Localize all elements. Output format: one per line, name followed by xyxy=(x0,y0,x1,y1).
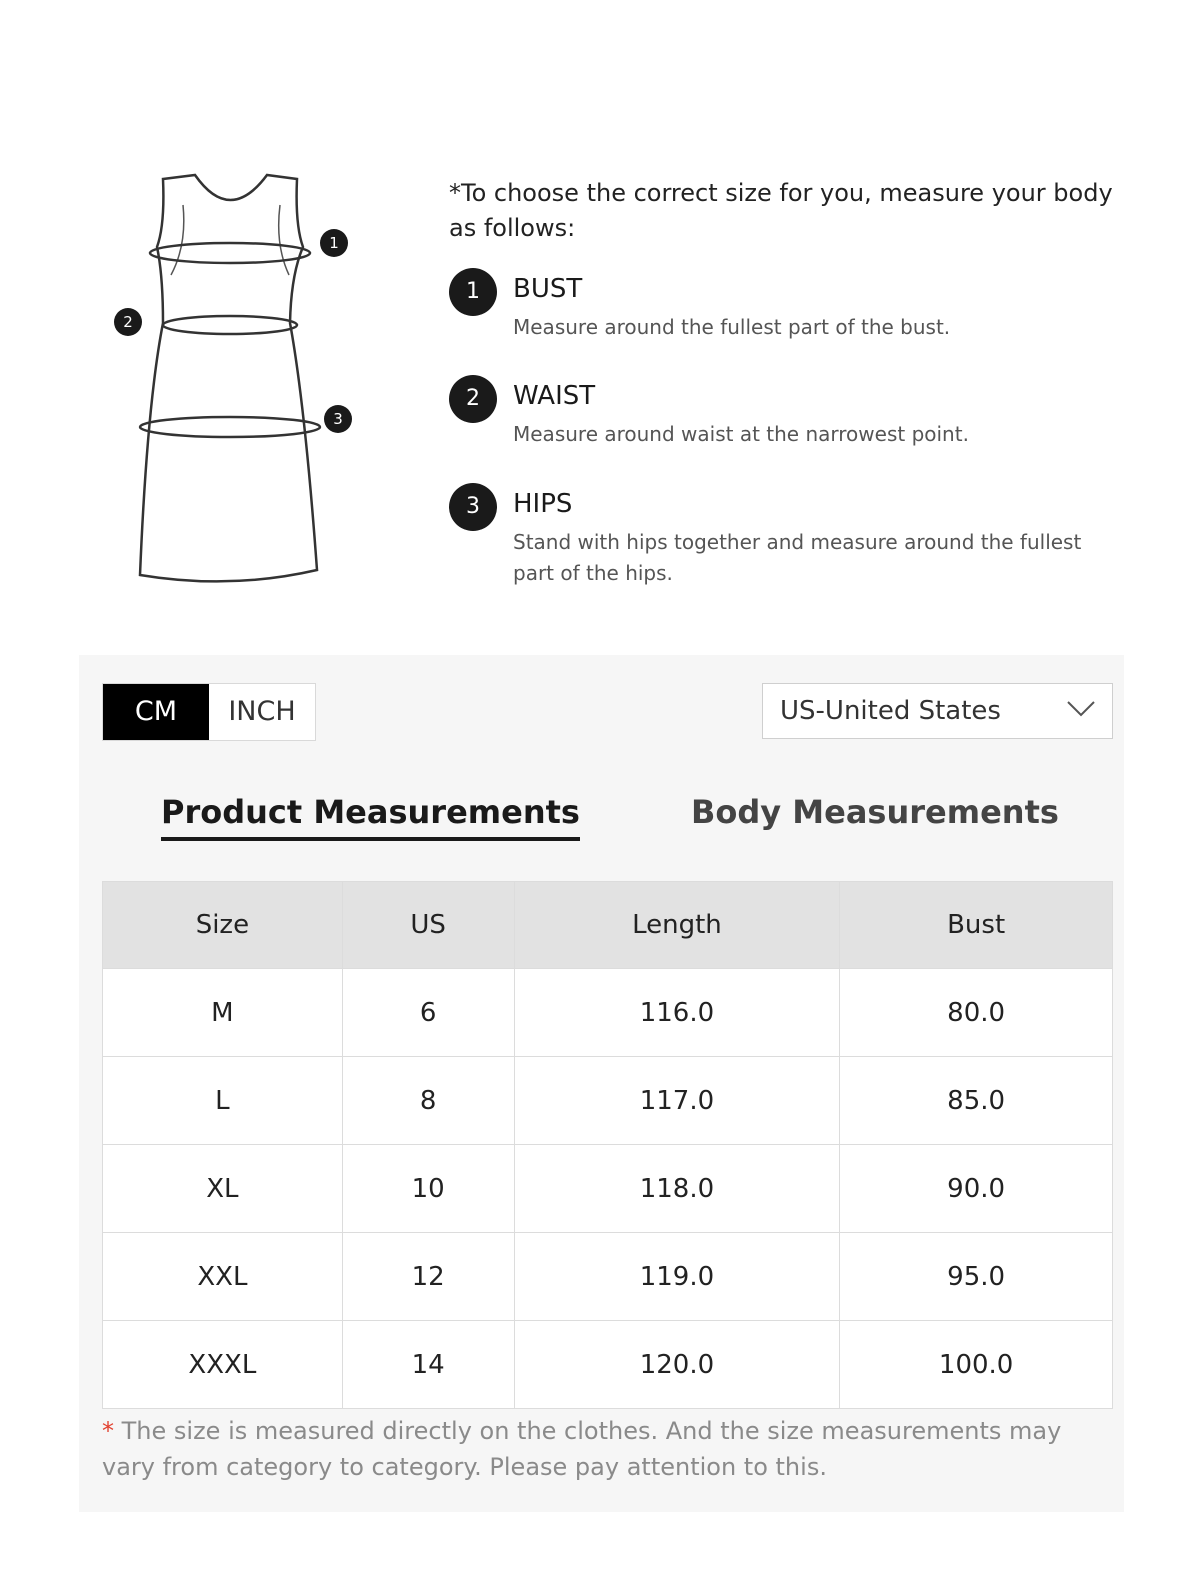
cell-bust: 100.0 xyxy=(840,1321,1113,1409)
table-row xyxy=(103,1321,1113,1409)
cell-us: 14 xyxy=(342,1321,514,1409)
size-chart-panel xyxy=(79,655,1124,1512)
table-row xyxy=(103,1145,1113,1233)
tab-body-measurements[interactable]: Body Measurements xyxy=(691,793,1059,831)
cell-bust: 80.0 xyxy=(840,969,1113,1057)
note-asterisk: * xyxy=(102,1417,114,1445)
size-table xyxy=(102,881,1113,1409)
region-select[interactable] xyxy=(762,683,1113,739)
cell-size: M xyxy=(103,969,343,1057)
unit-inch-button[interactable]: INCH xyxy=(209,684,315,740)
size-note xyxy=(102,1413,1092,1485)
cell-length: 116.0 xyxy=(514,969,840,1057)
cell-us: 10 xyxy=(342,1145,514,1233)
cell-size: XL xyxy=(103,1145,343,1233)
step-title: BUST xyxy=(513,274,583,304)
cell-bust: 85.0 xyxy=(840,1057,1113,1145)
table-row xyxy=(103,969,1113,1057)
step-title: HIPS xyxy=(513,489,573,519)
cell-size: XXL xyxy=(103,1233,343,1321)
step-description: Measure around the fullest part of the bust. xyxy=(513,315,951,339)
region-select-value: US-United States xyxy=(780,696,1001,726)
step-description: Measure around waist at the narrowest point. xyxy=(513,422,969,446)
unit-cm-button[interactable]: CM xyxy=(103,684,209,740)
figure-marker-2: 2 xyxy=(114,308,142,336)
column-header-length: Length xyxy=(514,882,840,969)
step-title: WAIST xyxy=(513,381,596,411)
table-row xyxy=(103,1057,1113,1145)
cell-length: 118.0 xyxy=(514,1145,840,1233)
chevron-down-icon xyxy=(1066,699,1096,719)
table-header-row xyxy=(103,882,1113,969)
tab-product-measurements[interactable]: Product Measurements xyxy=(161,793,580,841)
cell-length: 120.0 xyxy=(514,1321,840,1409)
cell-us: 8 xyxy=(342,1057,514,1145)
cell-bust: 90.0 xyxy=(840,1145,1113,1233)
cell-length: 119.0 xyxy=(514,1233,840,1321)
cell-bust: 95.0 xyxy=(840,1233,1113,1321)
cell-length: 117.0 xyxy=(514,1057,840,1145)
unit-toggle xyxy=(102,683,316,741)
cell-us: 6 xyxy=(342,969,514,1057)
column-header-us: US xyxy=(342,882,514,969)
cell-us: 12 xyxy=(342,1233,514,1321)
figure-marker-1: 1 xyxy=(320,229,348,257)
cell-size: XXXL xyxy=(103,1321,343,1409)
measurement-intro: *To choose the correct size for you, measure your body as follows: xyxy=(449,179,1113,242)
column-header-bust: Bust xyxy=(840,882,1113,969)
cell-size: L xyxy=(103,1057,343,1145)
figure-marker-3: 3 xyxy=(324,405,352,433)
step-number-badge: 1 xyxy=(449,268,497,316)
step-description: Stand with hips together and measure around the fullest part of the hips. xyxy=(513,530,1082,585)
column-header-size: Size xyxy=(103,882,343,969)
step-number-badge: 2 xyxy=(449,375,497,423)
table-row xyxy=(103,1233,1113,1321)
step-number-badge: 3 xyxy=(449,483,497,531)
note-text: The size is measured directly on the clothes. And the size measurements may vary from category to category. Please pay attention to this. xyxy=(102,1417,1062,1481)
